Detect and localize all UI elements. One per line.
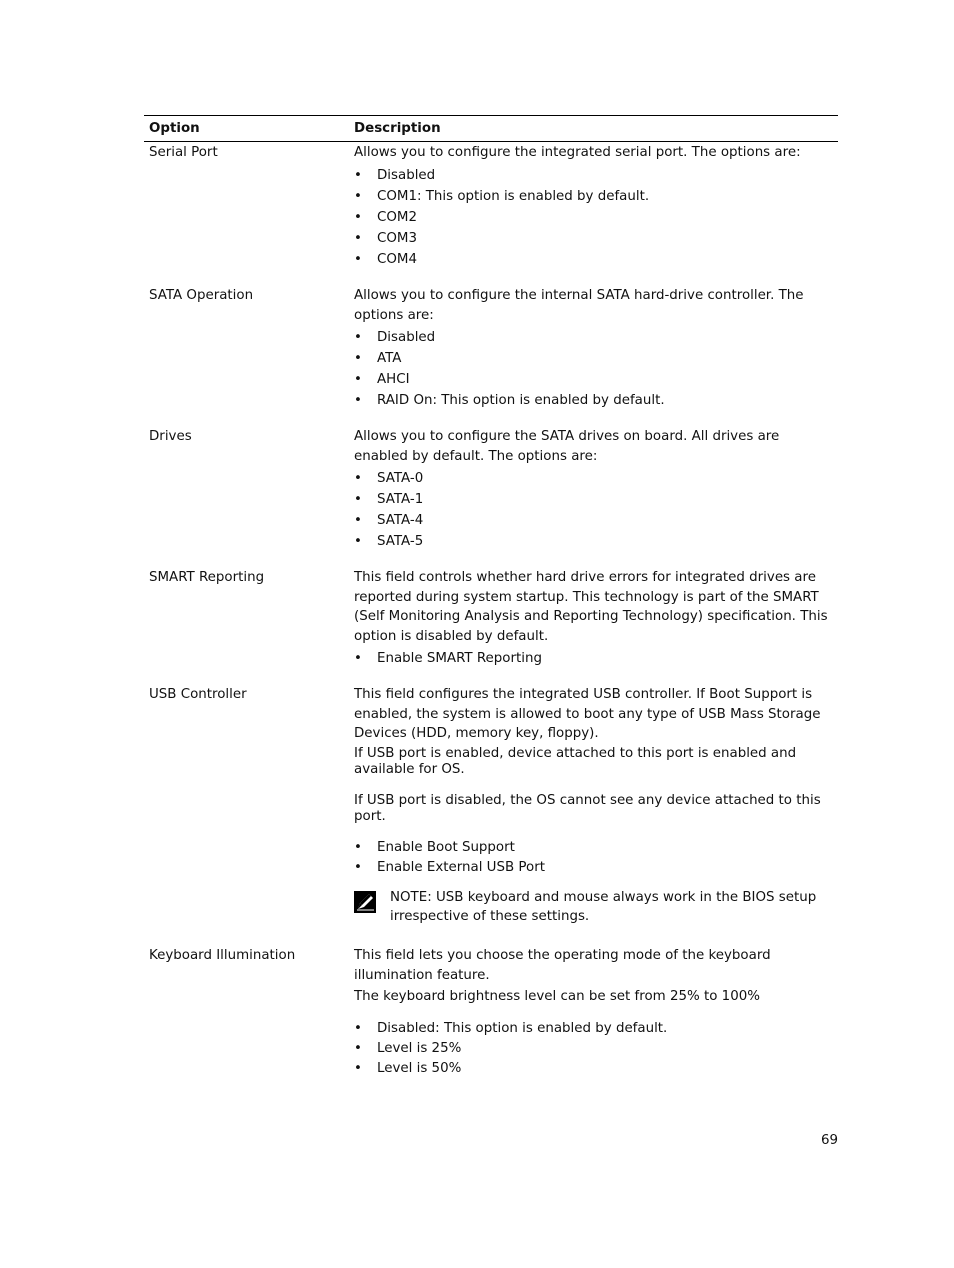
note-label: NOTE: <box>390 889 432 905</box>
table-row-sata-operation <box>144 286 838 412</box>
description-paragraph: Allows you to configure the internal SATA hard-drive controller. The options are: <box>354 288 804 323</box>
bullet-icon: • <box>354 188 362 204</box>
note-box <box>354 888 832 927</box>
bullet-icon: • <box>354 839 362 855</box>
option-description <box>349 286 838 412</box>
bullet-icon: • <box>354 230 362 246</box>
description-paragraph: If USB port is enabled, device attached to this port is enabled and available for OS. <box>354 745 797 777</box>
bullet-icon: • <box>354 859 362 875</box>
description-paragraph: This field lets you choose the operating mode of the keyboard illumination feature. <box>354 948 771 983</box>
bullet-icon: • <box>354 351 362 366</box>
description-paragraph: If USB port is disabled, the OS cannot see any device attached to this port. <box>354 792 821 824</box>
bullet-icon: • <box>354 534 362 549</box>
bullet-icon: • <box>354 1040 362 1056</box>
bullet-icon: • <box>354 1060 362 1076</box>
list-item: • COM4 <box>354 250 832 271</box>
bullet-icon: • <box>354 330 362 345</box>
description-paragraph: Allows you to configure the integrated serial port. The options are: <box>354 145 801 160</box>
list-item: • Enable External USB Port <box>354 858 832 878</box>
option-list <box>354 469 832 553</box>
list-item: • SATA-4 <box>354 511 832 532</box>
bullet-icon: • <box>354 167 362 183</box>
option-list <box>354 1019 832 1079</box>
table-row-drives <box>144 427 838 553</box>
page-number: 69 <box>820 1133 838 1148</box>
note-text <box>390 888 832 927</box>
table-row-serial-port <box>144 143 838 271</box>
bullet-icon: • <box>354 651 362 666</box>
list-item: • AHCI <box>354 370 832 391</box>
option-description <box>349 143 838 271</box>
table-header <box>144 115 838 142</box>
list-item: • COM1: This option is enabled by default. <box>354 187 832 208</box>
option-name: Keyboard Illumination <box>149 948 296 963</box>
option-description <box>349 427 838 553</box>
description-paragraph: This field controls whether hard drive errors for integrated drives are reported during system startup. This technology is part of the SMART (Self Monitoring Analysis and Reporting Technology) specification. This option is disabled by default. <box>354 570 828 644</box>
bullet-icon: • <box>354 471 362 486</box>
option-description <box>349 568 838 670</box>
note-body: USB keyboard and mouse always work in the BIOS setup irrespective of these settings. <box>390 889 817 924</box>
note-pencil-icon <box>354 891 376 913</box>
list-item: • Level is 50% <box>354 1059 832 1079</box>
option-description <box>349 946 838 1079</box>
option-description <box>349 685 838 927</box>
table-row-keyboard-illumination <box>144 946 838 1079</box>
bullet-icon: • <box>354 251 362 267</box>
bullet-icon: • <box>354 372 362 387</box>
list-item: • Disabled: This option is enabled by default. <box>354 1019 832 1039</box>
description-paragraph: This field configures the integrated USB controller. If Boot Support is enabled, the system is allowed to boot any type of USB Mass Storage Devices (HDD, memory key, floppy). <box>354 687 821 741</box>
option-list <box>354 649 832 670</box>
bullet-icon: • <box>354 393 362 408</box>
bullet-icon: • <box>354 1020 362 1036</box>
option-name: SMART Reporting <box>149 570 265 585</box>
list-item: • Level is 25% <box>354 1039 832 1059</box>
option-name: SATA Operation <box>149 288 254 303</box>
header-option: Option <box>149 120 200 136</box>
bullet-icon: • <box>354 492 362 507</box>
header-description: Description <box>354 120 441 136</box>
list-item: • COM2 <box>354 208 832 229</box>
option-list <box>354 328 832 412</box>
option-list <box>354 838 832 878</box>
list-item: • SATA-1 <box>354 490 832 511</box>
bullet-icon: • <box>354 513 362 528</box>
bullet-icon: • <box>354 209 362 225</box>
table-row-smart-reporting <box>144 568 838 670</box>
description-paragraph: The keyboard brightness level can be set from 25% to 100% <box>354 989 760 1004</box>
option-name: Serial Port <box>149 145 218 160</box>
list-item: • ATA <box>354 349 832 370</box>
list-item: • Disabled <box>354 166 832 187</box>
option-name: Drives <box>149 429 192 444</box>
list-item: • Disabled <box>354 328 832 349</box>
description-paragraph: Allows you to configure the SATA drives on board. All drives are enabled by default. The options are: <box>354 429 780 464</box>
table-row-usb-controller <box>144 685 838 927</box>
list-item: • SATA-0 <box>354 469 832 490</box>
list-item: • SATA-5 <box>354 532 832 553</box>
option-list <box>354 166 832 271</box>
list-item: • Enable SMART Reporting <box>354 649 832 670</box>
options-table <box>144 115 838 1076</box>
list-item: • Enable Boot Support <box>354 838 832 858</box>
option-name: USB Controller <box>149 687 247 702</box>
list-item: • COM3 <box>354 229 832 250</box>
list-item: • RAID On: This option is enabled by default. <box>354 391 832 412</box>
